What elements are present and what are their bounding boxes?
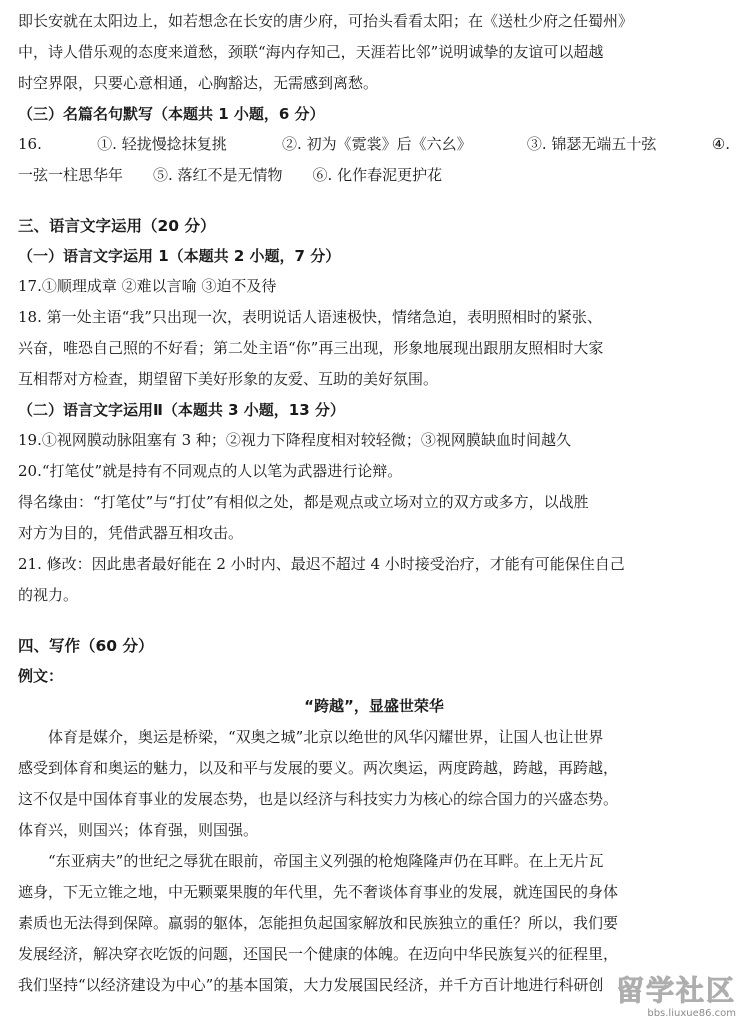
- essay-line: 体育兴，则国兴；体育强，则国强。: [18, 821, 259, 839]
- answer-18-line: 兴奋，唯恐自己照的不好看；第二处主语“你”再三出现，形象地展现出跟朋友照相时大家: [18, 339, 604, 357]
- watermark-url: bbs.liuxue86.com: [647, 1008, 736, 1019]
- text-line: 时空界限，只要心意相通，心胸豁达，无需感到离愁。: [18, 74, 379, 92]
- answer-17: 17.①顺理成章 ②难以言喻 ③迫不及待: [18, 277, 277, 295]
- part-heading-language-use: 三、语言文字运用（20 分）: [18, 217, 216, 235]
- text-line: 中，诗人借乐观的态度来道愁，颈联“海内存知己，天涯若比邻”说明诚挚的友谊可以超越: [18, 43, 604, 61]
- watermark-logo-text: 留学社区: [615, 974, 736, 1007]
- spacer: [18, 611, 730, 631]
- essay-line: 素质也无法得到保障。羸弱的躯体，怎能担负起国家解放和民族独立的重任？所以，我们要: [18, 914, 619, 932]
- answer-21-line: 的视力。: [18, 586, 79, 604]
- essay-line: 感受到体育和奥运的魅力，以及和平与发展的要义。两次奥运，两度跨越，跨越，再跨越，: [18, 759, 619, 777]
- section-heading-recitation: （三）名篇名句默写（本题共 1 小题，6 分）: [18, 105, 325, 123]
- document-page: [18, 6, 730, 1001]
- answer-21-line: 21. 修改：因此患者最好能在 2 小时内、最迟不超过 4 小时接受治疗，才能有可能保住自己: [18, 555, 625, 573]
- answer-item: ①. 轻拢慢捻抹复挑: [97, 135, 227, 153]
- text-line: 即长安就在太阳边上，如若想念在长安的唐少府，可抬头看看太阳；在《送杜少府之任蜀州》: [18, 12, 634, 30]
- answer-16-line2: 一弦一柱思华年 ⑤. 落红不是无情物 ⑥. 化作春泥更护花: [18, 166, 443, 184]
- example-label: 例文：: [18, 667, 64, 685]
- essay-line: 我们坚持“以经济建设为中心”的基本国策，大力发展国民经济，并千方百计地进行科研创: [18, 976, 604, 994]
- essay-line: 这不仅是中国体育事业的发展态势，也是以经济与科技实力为核心的综合国力的兴盛态势。: [18, 790, 619, 808]
- essay-title: “跨越”，显盛世荣华: [304, 697, 444, 715]
- part-heading-writing: 四、写作（60 分）: [18, 637, 154, 655]
- spacer: [18, 191, 730, 211]
- essay-line: 体育是媒介，奥运是桥梁，“双奥之城”北京以绝世的风华闪耀世界，让国人也让世界: [48, 728, 604, 746]
- answer-20-line: 对方为目的，凭借武器互相攻击。: [18, 524, 244, 542]
- answer-16-line1: [18, 129, 730, 160]
- answer-20-line: 得名缘由：“打笔仗”与“打仗”有相似之处，都是观点或立场对立的双方或多方，以战胜: [18, 493, 589, 511]
- essay-line: 发展经济，解决穿衣吃饭的问题，还国民一个健康的体魄。在迈向中华民族复兴的征程里，: [18, 945, 619, 963]
- answer-20-line: 20.“打笔仗”就是持有不同观点的人以笔为武器进行论辩。: [18, 462, 403, 480]
- answer-19: 19.①视网膜动脉阻塞有 3 种；②视力下降程度相对较轻微；③视网膜缺血时间越久: [18, 431, 571, 449]
- site-watermark: [596, 974, 736, 1030]
- essay-line: “东亚病夫”的世纪之辱犹在眼前，帝国主义列强的枪炮隆隆声仍在耳畔。在上无片瓦: [48, 852, 604, 870]
- answer-18-line: 18. 第一处主语“我”只出现一次，表明说话人语速极快，情绪急迫，表明照相时的紧张、: [18, 308, 602, 326]
- subsection-heading: （二）语言文字运用Ⅱ（本题共 3 小题，13 分）: [18, 401, 345, 419]
- answer-item: ③. 锦瑟无端五十弦: [526, 135, 657, 153]
- answer-item: ④.: [711, 135, 730, 153]
- essay-line: 遮身，下无立锥之地，中无颗粟果腹的年代里，先不奢谈体育事业的发展，就连国民的身体: [18, 883, 619, 901]
- subsection-heading: （一）语言文字运用 1（本题共 2 小题，7 分）: [18, 247, 341, 265]
- question-number: 16.: [18, 135, 42, 153]
- answer-18-line: 互相帮对方检查，期望留下美好形象的友爱、互助的美好氛围。: [18, 370, 439, 388]
- answer-item: ②. 初为《霓裳》后《六幺》: [282, 135, 472, 153]
